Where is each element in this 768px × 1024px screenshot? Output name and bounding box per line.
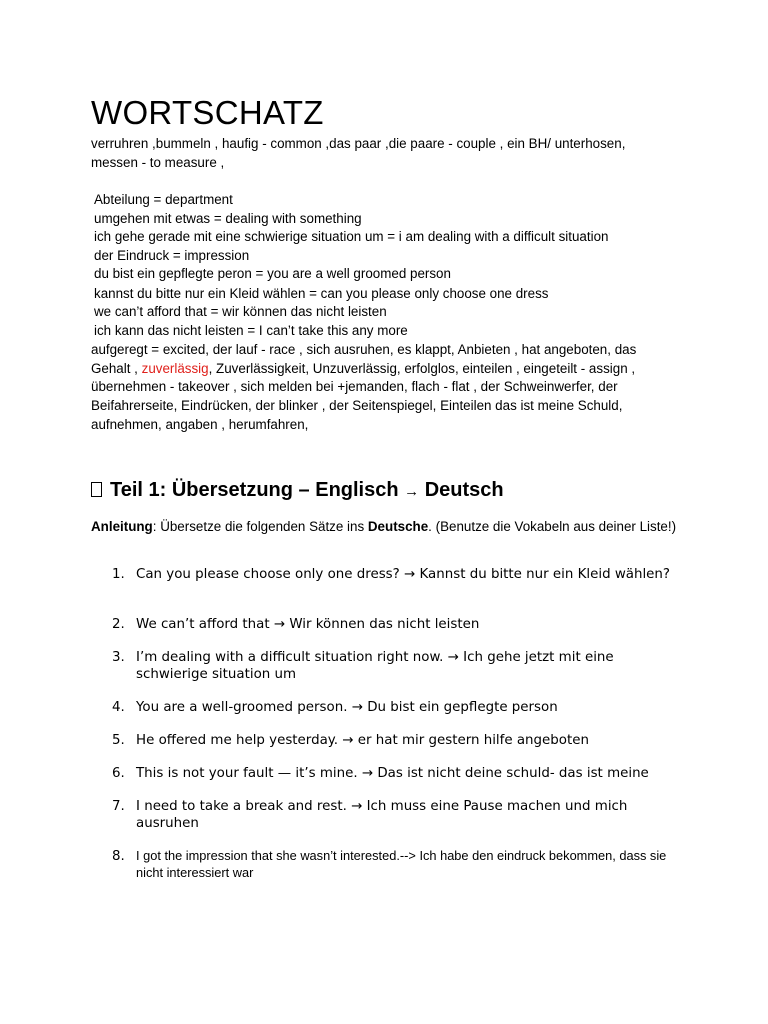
item-number: 6. bbox=[112, 766, 125, 781]
instruction-bold-word: Deutsche bbox=[367, 519, 429, 534]
item-number: 4. bbox=[112, 700, 125, 715]
box-glyph-icon bbox=[91, 482, 102, 497]
item-text: You are a well-groomed person. → Du bist ein gepflegte person bbox=[136, 700, 558, 715]
instruction-label: Anleitung bbox=[91, 519, 153, 534]
vocab-pair: ich gehe gerade mit eine schwierige situation um = i am dealing with a difficult situation bbox=[94, 229, 609, 244]
vocab-text: , Zuverlässigkeit, Unzuverlässig, erfolglos, einteilen , eingeteilt - assign , bbox=[208, 360, 636, 376]
arrow-right-icon: → bbox=[404, 483, 420, 500]
highlighted-word: zuverlässig bbox=[141, 360, 209, 376]
item-text: I need to take a break and rest. → Ich muss eine Pause machen und mich ausruhen bbox=[136, 799, 628, 831]
vocab-pair: du bist ein gepflegte peron = you are a well groomed person bbox=[94, 266, 451, 281]
vocab-pair: Abteilung = department bbox=[94, 192, 233, 207]
vocab-pair: ich kann das nicht leisten = I can’t take this any more bbox=[94, 323, 408, 338]
item-text: This is not your fault — it’s mine. → Das ist nicht deine schuld- das ist meine bbox=[136, 766, 649, 781]
vocab-paragraph-line bbox=[91, 360, 681, 379]
vocab-paragraph-line: aufgeregt = excited, der lauf - race , sich ausruhen, es klappt, Anbieten , hat angeboten, das bbox=[91, 342, 637, 357]
item-number: 8. bbox=[112, 849, 125, 864]
item-number: 7. bbox=[112, 799, 125, 814]
vocab-line: verruhren ,bummeln , haufig - common ,das paar ,die paare - couple , ein BH/ unterhosen, bbox=[91, 136, 626, 151]
item-text: He offered me help yesterday. → er hat mir gestern hilfe angeboten bbox=[136, 733, 589, 748]
section-heading bbox=[91, 477, 504, 505]
vocab-pair: kannst du bitte nur ein Kleid wählen = can you please only choose one dress bbox=[94, 285, 549, 301]
vocab-text: Gehalt , bbox=[91, 360, 142, 376]
heading-text: Teil 1: Übersetzung – Englisch bbox=[110, 479, 399, 501]
vocab-pair: der Eindruck = impression bbox=[94, 247, 250, 263]
vocab-paragraph-line: aufnehmen, angaben , herumfahren, bbox=[91, 416, 309, 432]
item-number: 5. bbox=[112, 733, 125, 748]
instruction-text: . (Benutze die Vokabeln aus deiner Liste!) bbox=[428, 519, 677, 534]
heading-text-end: Deutsch bbox=[424, 479, 504, 501]
page-title: WORTSCHATZ bbox=[91, 94, 324, 131]
vocab-paragraph-line: übernehmen - takeover , sich melden bei +jemanden, flach - flat , der Schweinwerfer, der bbox=[91, 379, 618, 394]
vocab-pair: umgehen mit etwas = dealing with something bbox=[94, 210, 362, 226]
vocab-pair: we can’t afford that = wir können das nicht leisten bbox=[94, 304, 387, 319]
instruction-text: : Übersetze die folgenden Sätze ins bbox=[152, 519, 368, 534]
item-number: 1. bbox=[112, 567, 125, 582]
vocab-line: messen - to measure , bbox=[91, 155, 225, 170]
item-number: 3. bbox=[112, 650, 125, 665]
item-text: I’m dealing with a difficult situation right now. → Ich gehe jetzt mit eine schwierige situation um bbox=[136, 650, 614, 682]
item-text: I got the impression that she wasn’t interested.--> Ich habe den eindruck bekommen, dass sie nicht interessiert war bbox=[136, 848, 667, 880]
item-text: We can’t afford that → Wir können das nicht leisten bbox=[136, 617, 480, 632]
item-text: Can you please choose only one dress? → Kannst du bitte nur ein Kleid wählen? bbox=[136, 567, 671, 582]
vocab-paragraph-line: Beifahrerseite, Eindrücken, der blinker , der Seitenspiegel, Einteilen das ist meine Schuld, bbox=[91, 398, 623, 413]
instruction-paragraph bbox=[91, 518, 681, 536]
item-number: 2. bbox=[112, 617, 125, 632]
